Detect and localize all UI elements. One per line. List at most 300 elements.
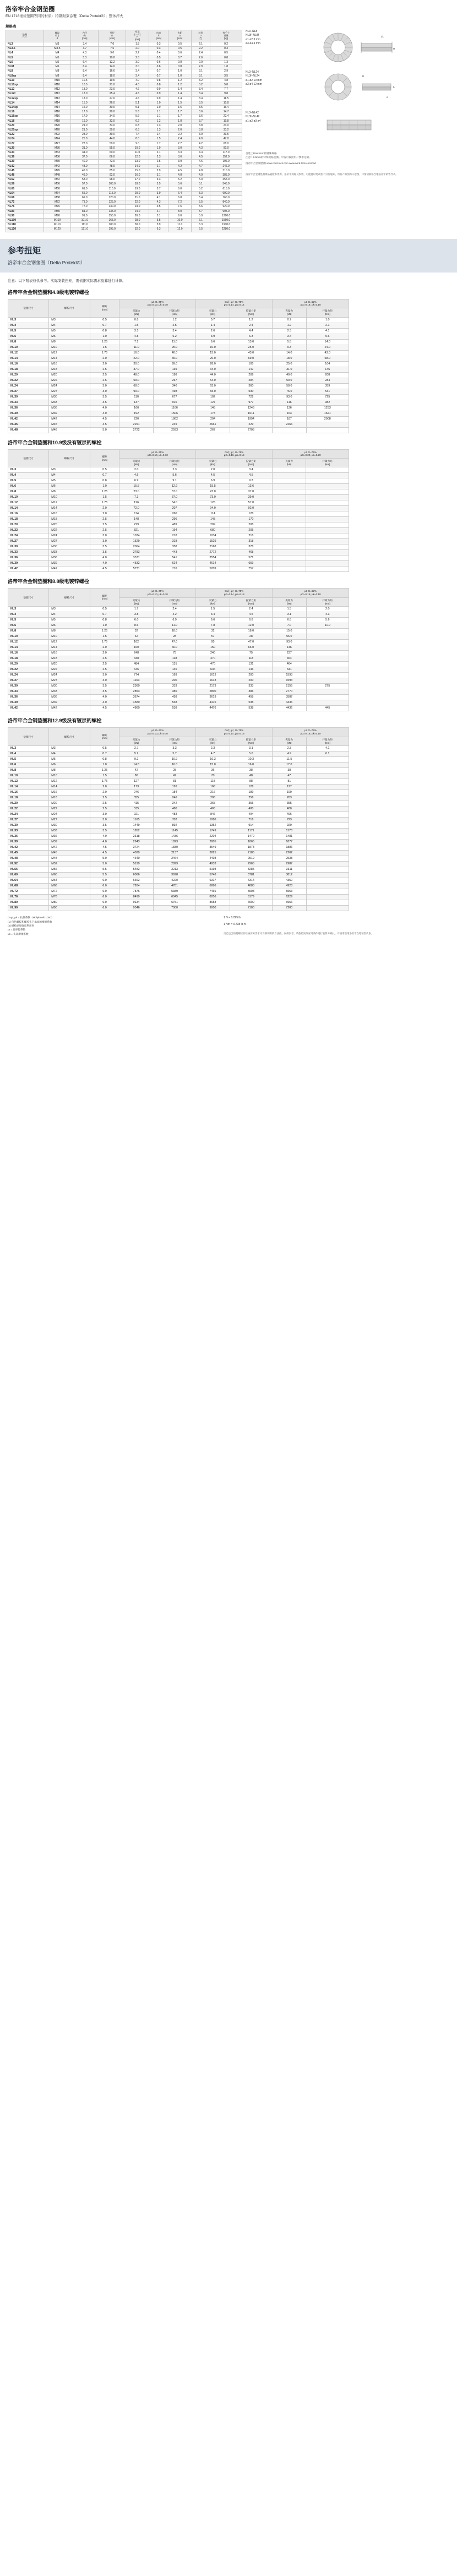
torque-cell-3-5-1: M10 — [49, 774, 90, 779]
spec-cell-17-8: 19.8 — [210, 119, 242, 123]
torque-cell-1-3-1: M6 — [49, 484, 90, 489]
torque-cell-0-14-1: M30 — [49, 394, 90, 400]
spec-cell-31-5: 3.5 — [149, 182, 168, 187]
spec-cell-20-4: 7.4 — [126, 133, 149, 137]
table-row — [6, 123, 242, 128]
torque-cell-1-12-1: M24 — [49, 533, 90, 539]
spec-cell-4-4: 3.0 — [126, 60, 149, 64]
torque-cell-2-3-5: 7.8 — [196, 623, 230, 629]
torque-cell-1-2-2: 0.8 — [90, 478, 119, 484]
torque-cell-1-10-8 — [306, 522, 349, 528]
torque-cell-1-16-1: M36 — [49, 555, 90, 561]
torque-cell-1-1-6: 4.5 — [230, 473, 272, 478]
torque-cell-1-18-6: 757 — [230, 567, 272, 572]
torque-cell-0-15-8: 982 — [306, 400, 349, 405]
torque-cell-0-9-2: 2.5 — [90, 367, 119, 372]
torque-cell-2-10-4: 131 — [153, 662, 195, 667]
torque-cell-1-5-1: M10 — [49, 495, 90, 500]
table-row — [8, 612, 349, 618]
torque-col-header-fixed-1: 螺栓尺寸 — [49, 449, 90, 467]
table-row — [8, 812, 349, 818]
spec-cell-19-8: 33.2 — [210, 128, 242, 132]
torque-banner — [0, 239, 457, 273]
dim-label-H: H — [393, 47, 395, 50]
table-row — [8, 389, 349, 394]
torque-cell-3-13-0: NL27 — [8, 818, 49, 823]
torque-cell-1-2-3: 6.9 — [119, 478, 153, 484]
torque-cell-3-17-8 — [306, 840, 349, 845]
torque-cell-0-16-0: NL36 — [8, 405, 49, 411]
torque-cell-3-24-7: 4350 — [273, 878, 306, 884]
torque-cell-0-11-4: 267 — [153, 378, 195, 383]
spec-cell-18-4: 6.8 — [126, 123, 149, 128]
torque-cell-0-13-0: NL27 — [8, 389, 49, 394]
torque-cell-1-3-3: 15.5 — [119, 484, 153, 489]
spec-cell-23-2: 31.0 — [71, 146, 99, 150]
torque-cell-0-1-2: 0.7 — [90, 323, 119, 328]
torque-cell-2-10-6: 131 — [230, 662, 272, 667]
spec-cell-25-4: 12.0 — [126, 155, 149, 160]
table-row — [8, 339, 349, 345]
torque-cell-1-16-0: NL36 — [8, 555, 49, 561]
torque-cell-1-12-6: 218 — [230, 533, 272, 539]
spec-cell-4-2: 6.4 — [71, 60, 99, 64]
spec-cell-2-1: M4 — [43, 51, 71, 56]
torque-cell-0-10-2: 2.5 — [90, 372, 119, 378]
torque-cell-0-18-4: 1862 — [153, 416, 195, 422]
torque-cell-1-7-2: 2.0 — [90, 506, 119, 511]
footer-legend-line-4: µt = 总摩擦系数 — [8, 928, 26, 932]
torque-cell-2-10-5: 470 — [196, 662, 230, 667]
spec-cell-8-8: 4.8 — [210, 78, 242, 83]
torque-cell-0-8-8: 104 — [306, 361, 349, 367]
torque-cell-3-13-4: 702 — [153, 818, 195, 823]
spec-cell-3-5: 0.5 — [149, 56, 168, 60]
table-row — [6, 155, 242, 160]
torque-cell-1-16-8 — [306, 555, 349, 561]
spec-cell-10-7: 3.4 — [192, 88, 210, 92]
torque-cell-3-28-5: 8658 — [196, 900, 230, 906]
torque-sub-header-1-0: 夹紧力 [kN] — [196, 459, 230, 467]
torque-cell-1-16-5: 3554 — [196, 555, 230, 561]
torque-cell-0-0-2: 0.5 — [90, 317, 119, 323]
spec-cell-3-6: 0.7 — [168, 56, 192, 60]
spec-cell-21-8: 47.0 — [210, 137, 242, 141]
spec-cell-26-4: 13.0 — [126, 160, 149, 164]
table-row — [8, 895, 349, 900]
spec-cell-0-6: 0.5 — [168, 42, 192, 47]
footer-conversions — [224, 916, 449, 936]
spec-cell-36-4: 23.0 — [126, 205, 149, 209]
torque-cell-3-15-5: 1749 — [196, 829, 230, 834]
table-row — [6, 65, 242, 69]
torque-cell-3-14-8 — [306, 823, 349, 829]
spec-cell-38-5: 5.1 — [149, 214, 168, 218]
table-row — [8, 807, 349, 812]
spec-cell-38-4: 26.0 — [126, 214, 149, 218]
spec-col-header-8: 每千个 重量 [kg] — [210, 30, 242, 42]
torque-cell-2-14-3: 2360 — [119, 684, 153, 689]
spec-cell-21-3: 44.0 — [99, 137, 126, 141]
torque-cell-3-2-7: 11.5 — [273, 757, 306, 763]
torque-cell-0-6-0: NL12 — [8, 350, 49, 356]
torque-sub-header-0-1: 拧紧力矩 [Nm] — [153, 737, 195, 745]
table-row — [8, 317, 349, 323]
spec-cell-13-6: 1.5 — [168, 101, 192, 105]
spec-cell-4-6: 0.8 — [168, 60, 192, 64]
torque-cell-2-18-4: 538 — [153, 706, 195, 711]
torque-cell-3-19-4: 2137 — [153, 851, 195, 856]
spec-cell-1-0: NL3.5 — [6, 47, 44, 51]
torque-cell-2-2-1: M5 — [49, 618, 90, 623]
torque-cell-1-6-1: M12 — [49, 500, 90, 506]
torque-cell-0-9-0: NL18 — [8, 367, 49, 372]
spec-cell-41-4: 32.0 — [126, 227, 149, 232]
torque-cell-3-29-8 — [306, 906, 349, 911]
spec-cell-31-8: 545.0 — [210, 182, 242, 187]
spec-cell-2-3: 9.0 — [99, 51, 126, 56]
torque-cell-2-7-3: 160 — [119, 645, 153, 651]
spec-cell-9-2: 10.5 — [71, 83, 99, 87]
torque-cell-1-0-6: 3.4 — [230, 467, 272, 473]
table-row — [6, 209, 242, 214]
spec-cell-8-0: NL10 — [6, 78, 44, 83]
torque-cell-3-25-7: 4928 — [273, 884, 306, 889]
table-row — [8, 862, 349, 867]
spec-cell-40-5: 5.9 — [149, 223, 168, 227]
spec-cell-5-4: 3.0 — [126, 65, 149, 69]
torque-cell-0-8-1: M16 — [49, 361, 90, 367]
table-row — [8, 751, 349, 757]
spec-cell-20-7: 3.9 — [192, 133, 210, 137]
torque-cell-2-9-5: 470 — [196, 656, 230, 662]
torque-cell-3-27-5: 8056 — [196, 895, 230, 900]
torque-cell-0-0-0: NL3 — [8, 317, 49, 323]
torque-cell-0-4-0: NL8 — [8, 339, 49, 345]
torque-cell-1-4-4: 37.0 — [153, 489, 195, 495]
spec-cell-6-4: 3.4 — [126, 69, 149, 74]
torque-cell-2-9-6: 118 — [230, 656, 272, 662]
spec-cell-35-1: M72 — [43, 200, 71, 205]
spec-cell-32-0: NL60 — [6, 187, 44, 191]
torque-group-header-2: µt, G=62% µG=0.18, µk=0.18 — [273, 299, 349, 308]
torque-cell-1-16-7 — [273, 555, 306, 561]
torque-cell-1-5-4: 37.0 — [153, 495, 195, 500]
spec-cell-17-4: 6.2 — [126, 119, 149, 123]
table-row — [6, 74, 242, 78]
footer-legend — [8, 916, 217, 936]
torque-table-block-3 — [0, 711, 457, 911]
torque-cell-2-17-1: M39 — [49, 700, 90, 706]
torque-sub-header-1-1: 拧紧力矩 [Nm] — [230, 597, 272, 606]
torque-cell-1-17-4: 624 — [153, 561, 195, 567]
spec-cell-14-8: 16.4 — [210, 105, 242, 110]
torque-cell-2-10-7: 464 — [273, 662, 306, 667]
specification-table — [6, 30, 242, 232]
torque-cell-0-18-7: 187 — [273, 416, 306, 422]
torque-cell-3-8-6: 189 — [230, 790, 272, 796]
spec-cell-18-5: 1.3 — [149, 123, 168, 128]
torque-cell-3-19-7: 2202 — [273, 851, 306, 856]
spec-cell-14-7: 3.5 — [192, 105, 210, 110]
spec-cell-1-7: 2.2 — [192, 47, 210, 51]
torque-cell-3-6-1: M12 — [49, 779, 90, 785]
torque-cell-1-9-3: 148 — [119, 517, 153, 522]
spec-cell-4-0: NL6 — [6, 60, 44, 64]
torque-sub-header-0-0: 夹紧力 [kN] — [119, 597, 153, 606]
torque-cell-3-24-6: 4314 — [230, 878, 272, 884]
torque-cell-2-1-7: 3.1 — [273, 612, 306, 618]
spec-cell-13-5: 1.0 — [149, 101, 168, 105]
torque-cell-0-5-7: 9.3 — [273, 345, 306, 350]
torque-cell-0-4-2: 1.25 — [90, 339, 119, 345]
torque-cell-2-8-8 — [306, 651, 349, 656]
torque-cell-2-17-7: 4436 — [273, 700, 306, 706]
torque-cell-0-4-8: 14.0 — [306, 339, 349, 345]
torque-cell-1-10-1: M20 — [49, 522, 90, 528]
torque-cell-3-8-4: 184 — [153, 790, 195, 796]
torque-cell-2-9-7: 464 — [273, 656, 306, 662]
torque-cell-1-3-2: 1.0 — [90, 484, 119, 489]
torque-col-header-fixed-1: 螺栓尺寸 — [49, 728, 90, 746]
table-row — [8, 856, 349, 862]
torque-cell-3-29-3: 9346 — [119, 906, 153, 911]
spec-cell-30-4: 17.0 — [126, 178, 149, 182]
torque-cell-1-0-1: M3 — [49, 467, 90, 473]
table-row — [8, 634, 349, 640]
torque-cell-0-14-8: 725 — [306, 394, 349, 400]
torque-cell-2-14-7: 2155 — [273, 684, 306, 689]
spec-cell-9-7: 3.2 — [192, 83, 210, 87]
torque-cell-1-14-7 — [273, 544, 306, 550]
torque-cell-3-17-4: 1823 — [153, 840, 195, 845]
torque-cell-2-8-6: 75 — [230, 651, 272, 656]
torque-cell-3-24-0: NL64 — [8, 878, 49, 884]
spec-cell-31-2: 57.0 — [71, 182, 99, 187]
spec-cell-2-5: 0.4 — [149, 51, 168, 56]
torque-cell-2-3-2: 1.0 — [90, 623, 119, 629]
torque-col-header-fixed-0: 垫圈尺寸 — [8, 589, 49, 607]
torque-cell-3-10-1: M20 — [49, 801, 90, 807]
torque-cell-2-6-2: 1.75 — [90, 640, 119, 645]
torque-cell-1-10-0: NL20 — [8, 522, 49, 528]
torque-cell-0-5-1: M10 — [49, 345, 90, 350]
torque-cell-3-15-1: M33 — [49, 829, 90, 834]
torque-cell-0-14-6: 722 — [230, 394, 272, 400]
spec-cell-22-8: 68.0 — [210, 141, 242, 146]
torque-cell-2-14-8: 275 — [306, 684, 349, 689]
torque-cell-0-2-8: 4.1 — [306, 328, 349, 334]
torque-cell-0-6-3: 16.0 — [119, 350, 153, 356]
torque-cell-0-11-0: NL22 — [8, 378, 49, 383]
torque-cell-1-7-7 — [273, 506, 306, 511]
torque-cell-1-10-2: 2.5 — [90, 522, 119, 528]
torque-sub-header-1-1: 拧紧力矩 [Nm] — [230, 459, 272, 467]
spec-cell-24-5: 2.1 — [149, 150, 168, 155]
torque-sub-header-0-0: 夹紧力 [kN] — [119, 737, 153, 745]
torque-cell-3-1-8: 6.1 — [306, 751, 349, 757]
table-row — [8, 700, 349, 706]
spec-cell-31-4: 18.0 — [126, 182, 149, 187]
table-row — [8, 706, 349, 711]
torque-cell-3-18-6: 1873 — [230, 845, 272, 851]
spec-cell-36-7: 5.6 — [192, 205, 210, 209]
table-row — [8, 500, 349, 506]
torque-table-head-0 — [8, 299, 349, 317]
torque-cell-2-3-4: 11.0 — [153, 623, 195, 629]
torque-group-header-0: µt, G=75% µG=0.10, µk=0.10 — [119, 449, 196, 458]
torque-cell-2-8-0: NL16 — [8, 651, 49, 656]
spec-cell-29-7: 4.9 — [192, 173, 210, 177]
torque-cell-3-17-5: 2805 — [196, 840, 230, 845]
torque-cell-1-12-3: 1034 — [119, 533, 153, 539]
table-row — [8, 673, 349, 678]
torque-cell-1-14-5: 2168 — [196, 544, 230, 550]
spec-cell-23-0: NL30 — [6, 146, 44, 150]
torque-cell-3-22-4: 3213 — [153, 867, 195, 873]
torque-cell-3-17-3: 2943 — [119, 840, 153, 845]
torque-cell-3-22-6: 3285 — [230, 867, 272, 873]
torque-cell-1-8-0: NL16 — [8, 511, 49, 517]
spec-cell-32-7: 5.2 — [192, 187, 210, 191]
torque-cell-1-2-1: M5 — [49, 478, 90, 484]
torque-cell-1-9-1: M18 — [49, 517, 90, 522]
torque-cell-0-13-8: 531 — [306, 389, 349, 394]
spec-cell-37-5: 4.7 — [149, 209, 168, 214]
torque-cell-2-7-5: 150 — [196, 645, 230, 651]
torque-cell-3-23-4: 3698 — [153, 873, 195, 878]
torque-cell-3-13-6: 716 — [230, 818, 272, 823]
spec-col-header-6: 齿距 a [mm] — [168, 30, 192, 42]
spec-cell-5-7: 2.9 — [192, 65, 210, 69]
torque-cell-0-0-7: 0.7 — [273, 317, 306, 323]
torque-cell-0-16-1: M36 — [49, 405, 90, 411]
torque-cell-3-11-1: M22 — [49, 807, 90, 812]
torque-cell-0-0-6: 1.2 — [230, 317, 272, 323]
torque-group-header-1: Cu汇 µ*, G=75% µG=0.14, µk=0.18 — [196, 589, 273, 597]
spec-cell-3-0: NL5 — [6, 56, 44, 60]
torque-cell-1-8-1: M16 — [49, 511, 90, 517]
spec-cell-19-3: 39.0 — [99, 128, 126, 132]
table-row — [6, 227, 242, 232]
torque-cell-0-16-3: 160 — [119, 405, 153, 411]
torque-cell-1-14-2: 3.5 — [90, 544, 119, 550]
torque-cell-3-7-6: 126 — [230, 785, 272, 790]
spec-cell-33-1: M64 — [43, 191, 71, 195]
torque-cell-1-5-3: 7.3 — [119, 495, 153, 500]
torque-cell-0-7-5: 20.0 — [196, 356, 230, 361]
spec-cell-37-0: NL80 — [6, 209, 44, 214]
table-row — [6, 178, 242, 182]
spec-cell-32-4: 19.0 — [126, 187, 149, 191]
spec-cell-10-4: 4.6 — [126, 88, 149, 92]
spec-cell-36-8: 920.0 — [210, 205, 242, 209]
spec-cell-33-4: 20.0 — [126, 191, 149, 195]
torque-cell-2-10-3: 484 — [119, 662, 153, 667]
spec-cell-11-0: NL12f — [6, 92, 44, 96]
torque-cell-1-2-4: 9.1 — [153, 478, 195, 484]
torque-table-body-1 — [8, 467, 349, 572]
table-row — [6, 42, 242, 47]
torque-cell-3-5-2: 1.5 — [90, 774, 119, 779]
torque-sub-header-2-1: 拧紧力矩 [Nm] — [306, 459, 349, 467]
spec-cell-11-2: 13.0 — [71, 92, 99, 96]
torque-cell-1-6-2: 1.75 — [90, 500, 119, 506]
torque-cell-2-11-2: 2.5 — [90, 667, 119, 673]
spec-cell-21-5: 1.5 — [149, 137, 168, 141]
torque-cell-0-19-5: 2661 — [196, 422, 230, 427]
spec-cell-25-1: M36 — [43, 155, 71, 160]
table-row — [6, 141, 242, 146]
torque-cell-0-8-7: 25.0 — [273, 361, 306, 367]
table-row — [8, 372, 349, 378]
torque-cell-0-4-3: 7.1 — [119, 339, 153, 345]
torque-cell-0-12-0: NL24 — [8, 383, 49, 389]
torque-cell-3-9-5: 296 — [196, 796, 230, 801]
table-row — [6, 168, 242, 173]
spec-cell-17-6: 1.8 — [168, 119, 192, 123]
torque-cell-3-11-8 — [306, 807, 349, 812]
spec-cell-15-4: 5.6 — [126, 110, 149, 115]
torque-cell-3-21-7: 2987 — [273, 862, 306, 867]
torque-cell-1-18-2: 4.5 — [90, 567, 119, 572]
torque-cell-1-2-5: 6.9 — [196, 478, 230, 484]
torque-cell-1-0-8 — [306, 467, 349, 473]
torque-cell-0-13-4: 498 — [153, 389, 195, 394]
torque-cell-3-8-5: 216 — [196, 790, 230, 796]
table-row — [8, 405, 349, 411]
spec-cell-22-4: 9.0 — [126, 141, 149, 146]
torque-cell-3-3-1: M6 — [49, 763, 90, 768]
torque-col-header-fixed-0: 垫圈尺寸 — [8, 728, 49, 746]
torque-cell-0-18-6: 1994 — [230, 416, 272, 422]
torque-cell-1-10-6: 208 — [230, 522, 272, 528]
torque-cell-3-27-7: 6229 — [273, 895, 306, 900]
spec-cell-13-0: NL14 — [6, 101, 44, 105]
torque-cell-3-6-8 — [306, 779, 349, 785]
torque-cell-0-10-6: 209 — [230, 372, 272, 378]
spec-cell-21-4: 8.0 — [126, 137, 149, 141]
torque-cell-0-2-4: 3.4 — [153, 328, 195, 334]
torque-cell-3-10-5: 365 — [196, 801, 230, 807]
torque-cell-0-11-3: 59.0 — [119, 378, 153, 383]
spec-cell-29-1: M48 — [43, 173, 71, 177]
torque-cell-2-6-3: 102 — [119, 640, 153, 645]
torque-cell-1-11-4: 194 — [153, 528, 195, 533]
torque-sub-header-2-0: 夹紧力 [kN] — [273, 459, 306, 467]
torque-cell-0-15-1: M33 — [49, 400, 90, 405]
table-row — [6, 223, 242, 227]
spec-cell-40-6: 11.0 — [168, 223, 192, 227]
torque-cell-0-10-7: 40.0 — [273, 372, 306, 378]
torque-cell-0-17-1: M39 — [49, 411, 90, 416]
spec-cell-27-4: 14.0 — [126, 164, 149, 168]
torque-cell-1-9-7 — [273, 517, 306, 522]
torque-cell-1-9-8 — [306, 517, 349, 522]
torque-cell-3-8-7: 190 — [273, 790, 306, 796]
torque-cell-3-21-4: 2899 — [153, 862, 195, 867]
torque-cell-3-5-6: 48 — [230, 774, 272, 779]
torque-banner-subtitle: 洛帝牢合金钢垫圈（Delta Protekt®） — [8, 259, 85, 265]
torque-cell-0-0-1: M3 — [49, 317, 90, 323]
torque-cell-2-10-0: NL20 — [8, 662, 49, 667]
torque-cell-3-0-8: 4.1 — [306, 746, 349, 751]
torque-cell-1-15-3: 2783 — [119, 550, 153, 555]
torque-cell-3-6-2: 1.75 — [90, 779, 119, 785]
spec-cell-31-0: NL56 — [6, 182, 44, 187]
torque-cell-1-10-5: 209 — [196, 522, 230, 528]
torque-cell-2-0-5: 1.5 — [196, 607, 230, 612]
